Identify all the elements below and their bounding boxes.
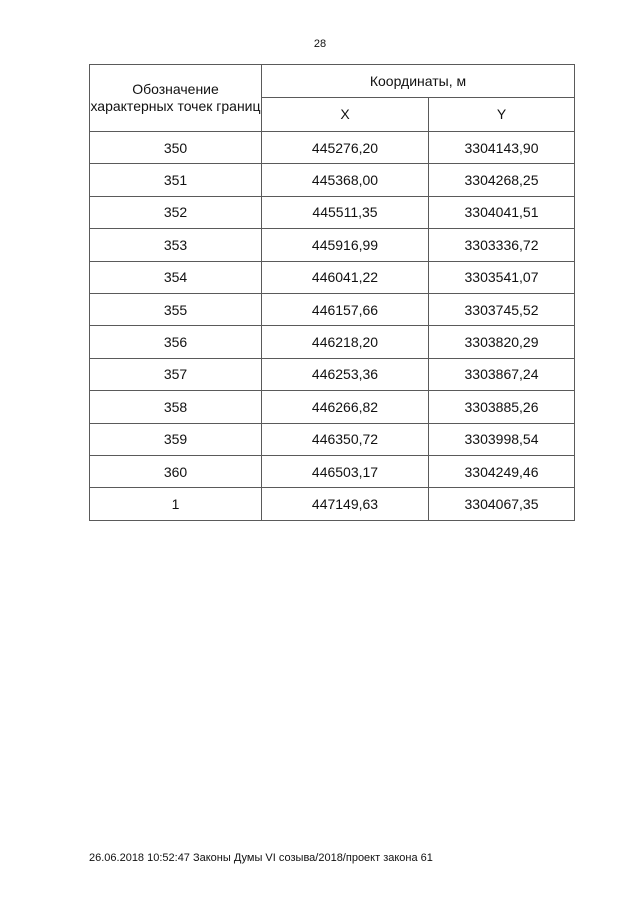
- y-coordinate-cell: 3304067,35: [429, 488, 575, 520]
- header-x: X: [262, 98, 429, 132]
- point-cell: 358: [90, 391, 262, 423]
- x-coordinate-cell: 446266,82: [262, 391, 429, 423]
- y-coordinate-cell: 3304249,46: [429, 455, 575, 487]
- x-coordinate-cell: 445276,20: [262, 132, 429, 164]
- x-coordinate-cell: 446350,72: [262, 423, 429, 455]
- x-coordinate-cell: 446503,17: [262, 455, 429, 487]
- x-coordinate-cell: 446218,20: [262, 326, 429, 358]
- table-row: [90, 196, 575, 228]
- point-cell: 352: [90, 196, 262, 228]
- header-point-designation: Обозначение характерных точек границ: [90, 65, 262, 132]
- y-coordinate-cell: 3303998,54: [429, 423, 575, 455]
- table-row: [90, 229, 575, 261]
- header-y: Y: [429, 98, 575, 132]
- y-coordinate-cell: 3303885,26: [429, 391, 575, 423]
- y-coordinate-cell: 3303745,52: [429, 293, 575, 325]
- page-number: 28: [313, 38, 327, 50]
- point-cell: 350: [90, 132, 262, 164]
- x-coordinate-cell: 445511,35: [262, 196, 429, 228]
- table-row: [90, 293, 575, 325]
- y-coordinate-cell: 3303820,29: [429, 326, 575, 358]
- point-cell: 1: [90, 488, 262, 520]
- coordinates-table: [89, 64, 575, 521]
- point-cell: 354: [90, 261, 262, 293]
- table-row: [90, 488, 575, 520]
- x-coordinate-cell: 446253,36: [262, 358, 429, 390]
- point-cell: 356: [90, 326, 262, 358]
- table-row: [90, 261, 575, 293]
- y-coordinate-cell: 3303336,72: [429, 229, 575, 261]
- point-cell: 359: [90, 423, 262, 455]
- point-cell: 360: [90, 455, 262, 487]
- table-row: [90, 326, 575, 358]
- x-coordinate-cell: 445368,00: [262, 164, 429, 196]
- y-coordinate-cell: 3303541,07: [429, 261, 575, 293]
- table-body: [90, 132, 575, 521]
- x-coordinate-cell: 447149,63: [262, 488, 429, 520]
- header-coordinates: Координаты, м: [262, 65, 575, 98]
- table-row: [90, 423, 575, 455]
- table-row: [90, 391, 575, 423]
- point-cell: 351: [90, 164, 262, 196]
- x-coordinate-cell: 446041,22: [262, 261, 429, 293]
- y-coordinate-cell: 3303867,24: [429, 358, 575, 390]
- table-row: [90, 164, 575, 196]
- point-cell: 353: [90, 229, 262, 261]
- y-coordinate-cell: 3304041,51: [429, 196, 575, 228]
- x-coordinate-cell: 446157,66: [262, 293, 429, 325]
- table-row: [90, 132, 575, 164]
- x-coordinate-cell: 445916,99: [262, 229, 429, 261]
- y-coordinate-cell: 3304143,90: [429, 132, 575, 164]
- y-coordinate-cell: 3304268,25: [429, 164, 575, 196]
- table-row: [90, 358, 575, 390]
- table-row: [90, 455, 575, 487]
- point-cell: 355: [90, 293, 262, 325]
- footer-document-path: 26.06.2018 10:52:47 Законы Думы VI созыва/2018/проект закона 61: [89, 852, 433, 864]
- point-cell: 357: [90, 358, 262, 390]
